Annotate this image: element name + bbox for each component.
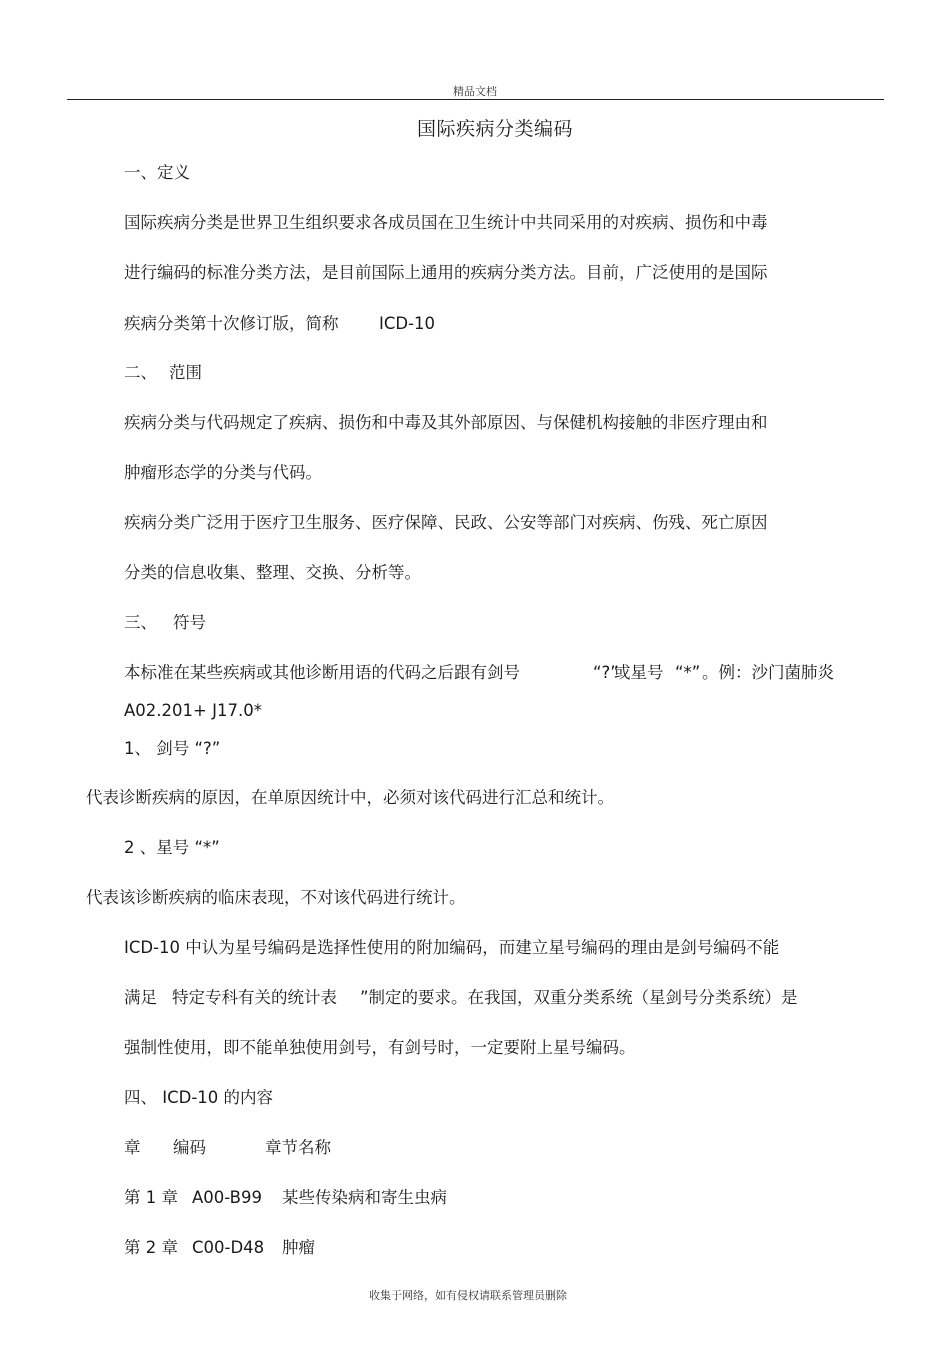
paragraph-line: 分类的信息收集、整理、交换、分析等。 (124, 563, 421, 582)
table-row-name: 肿瘤 (282, 1238, 315, 1257)
intro-text: 。例：沙门菌肺炎 (702, 663, 834, 682)
table-row-code: C00-D48 (192, 1238, 265, 1257)
document-title: 国际疾病分类编码 (416, 118, 573, 140)
dagger-symbol: “?” (593, 663, 619, 682)
section-heading-scope: 范围 (169, 363, 202, 382)
asterisk-description: 代表该诊断疾病的临床表现，不对该代码进行统计。 (86, 888, 466, 907)
paragraph-line: 疾病分类广泛用于医疗卫生服务、医疗保障、民政、公安等部门对疾病、伤残、死亡原因 (124, 513, 768, 532)
paragraph-line: 肿瘤形态学的分类与代码。 (124, 463, 322, 482)
section-heading-contents: 四、 ICD-10 的内容 (124, 1088, 274, 1107)
paragraph-line: ICD-10 中认为星号编码是选择性使用的附加编码，而建立星号编码的理由是剑号编码不能 (124, 938, 780, 957)
paragraph-line-part: 特定专科有关的统计表 (172, 988, 337, 1007)
symbol-intro-line (124, 662, 864, 686)
section-heading-number: 二、 (124, 363, 157, 382)
table-row-name: 某些传染病和寄生虫病 (282, 1188, 447, 1207)
example-code: A02.201+ J17.0* (124, 701, 262, 720)
paragraph-line-part: ”制定的要求。在我国，双重分类系统（星剑号分类系统）是 (360, 988, 798, 1007)
asterisk-symbol: “*” (675, 663, 701, 682)
dagger-heading: 1、 剑号 “?” (124, 739, 221, 758)
paragraph-line: 进行编码的标准分类方法，是目前国际上通用的疾病分类方法。目前，广泛使用的是国际 (124, 263, 768, 282)
table-row-chapter: 第 2 章 (124, 1238, 178, 1257)
section-heading-symbols: 符号 (173, 613, 206, 632)
paragraph-line-part: 满足 (124, 988, 157, 1007)
section-heading-number: 三、 (124, 613, 157, 632)
table-header-name: 章节名称 (265, 1138, 331, 1157)
page-footer: 收集于网络，如有侵权请联系管理员删除 (369, 1289, 567, 1302)
table-row-chapter: 第 1 章 (124, 1188, 178, 1207)
page-header: 精品文档 (453, 85, 497, 98)
paragraph-line: 疾病分类第十次修订版，简称 (124, 314, 339, 333)
section-heading-definition: 一、定义 (124, 163, 190, 182)
asterisk-heading: 2 、星号 “*” (124, 838, 220, 857)
table-header-code: 编码 (173, 1138, 206, 1157)
icd10-term: ICD-10 (379, 314, 436, 333)
header-divider (67, 99, 884, 100)
paragraph-line: 强制性使用，即不能单独使用剑号，有剑号时，一定要附上星号编码。 (124, 1038, 636, 1057)
dagger-description: 代表诊断疾病的原因，在单原因统计中，必须对该代码进行汇总和统计。 (86, 788, 614, 807)
table-header-chapter: 章 (124, 1138, 141, 1157)
intro-text: 或星号 (614, 663, 664, 682)
table-row-code: A00-B99 (192, 1188, 262, 1207)
paragraph-line: 国际疾病分类是世界卫生组织要求各成员国在卫生统计中共同采用的对疾病、损伤和中毒 (124, 213, 768, 232)
intro-text: 本标准在某些疾病或其他诊断用语的代码之后跟有剑号 (124, 663, 520, 682)
paragraph-line: 疾病分类与代码规定了疾病、损伤和中毒及其外部原因、与保健机构接触的非医疗理由和 (124, 413, 768, 432)
